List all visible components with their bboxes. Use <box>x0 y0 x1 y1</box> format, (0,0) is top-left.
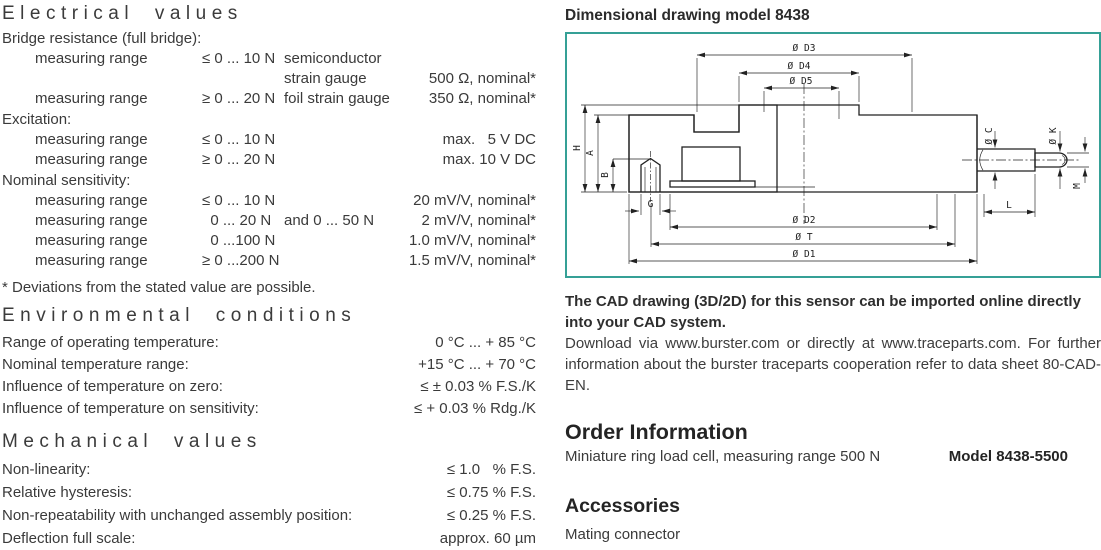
spec-extra <box>284 130 443 150</box>
spec-label: Influence of temperature on sensitivity: <box>2 400 259 417</box>
mechanical-section <box>2 429 536 550</box>
spec-row <box>2 191 536 211</box>
spec-row <box>2 354 536 376</box>
spec-extra: and 0 ... 50 N <box>284 212 375 229</box>
spec-label: Relative hysteresis: <box>2 484 133 501</box>
dim-label-d5: Ø D5 <box>789 76 813 87</box>
spec-extra <box>284 150 443 170</box>
spec-row <box>2 231 536 251</box>
spec-row <box>2 89 536 109</box>
dim-label-d3: Ø D3 <box>792 43 816 54</box>
drawing-column <box>565 4 1101 545</box>
spec-value: +15 °C ... + 70 °C <box>418 356 536 373</box>
spec-range: ≤ 0 ... 10 N <box>202 50 276 67</box>
spec-row <box>2 69 536 89</box>
dimensional-drawing-svg <box>567 34 1099 276</box>
spec-value: max. 5 V DC <box>442 131 536 148</box>
mechanical-heading: Mechanical values <box>2 431 262 452</box>
spec-value: ≤ ± 0.03 % F.S./K <box>420 378 536 395</box>
spec-range: ≥ 0 ... 20 N <box>202 151 276 168</box>
bridge-resistance-label: Bridge resistance (full bridge): <box>2 30 202 47</box>
spec-range: 0 ...100 N <box>202 232 276 249</box>
spec-value: max. 10 V DC <box>442 151 536 168</box>
cad-bold-text: The CAD drawing (3D/2D) for this sensor can be imported online directly into your CAD system. <box>565 293 1081 331</box>
spec-range: 0 ... 20 N <box>202 212 272 229</box>
spec-row <box>2 211 536 231</box>
spec-label: measuring range <box>35 212 148 229</box>
dimensional-drawing-frame <box>565 32 1101 278</box>
spec-label: measuring range <box>35 50 148 67</box>
dim-label-h: H <box>572 145 583 151</box>
deviations-footnote: * Deviations from the stated value are possible. <box>2 279 316 296</box>
spec-label: measuring range <box>35 232 148 249</box>
spec-range: ≥ 0 ...200 N <box>202 252 280 269</box>
spec-label: Non-repeatability with unchanged assembly position: <box>2 507 353 524</box>
dim-label-g: G <box>647 199 654 210</box>
spec-column <box>2 2 536 550</box>
spec-row <box>2 150 536 170</box>
dim-label-k: Ø K <box>1048 127 1059 145</box>
cad-paragraph <box>565 291 1101 396</box>
dim-label-d1: Ø D1 <box>792 249 816 260</box>
spec-row <box>2 376 536 398</box>
spec-value: 500 Ω, nominal* <box>428 70 536 87</box>
drawing-title: Dimensional drawing model 8438 <box>565 7 810 24</box>
spec-row <box>2 504 536 527</box>
spec-label: Non-linearity: <box>2 461 91 478</box>
spec-range <box>202 69 284 89</box>
dim-label-l: L <box>1006 200 1012 211</box>
spec-label: measuring range <box>35 252 148 269</box>
spec-label: Range of operating temperature: <box>2 334 219 351</box>
dim-label-d4: Ø D4 <box>787 61 811 72</box>
spec-value: 2 mV/V, nominal* <box>421 212 536 229</box>
spec-row <box>2 130 536 150</box>
spec-label: Influence of temperature on zero: <box>2 378 223 395</box>
dim-label-d2: Ø D2 <box>792 215 816 226</box>
spec-extra: semiconductor <box>284 50 382 67</box>
spec-value: 0 °C ... + 85 °C <box>435 334 536 351</box>
sensitivity-label: Nominal sensitivity: <box>2 172 131 189</box>
spec-row <box>2 458 536 481</box>
dimension-labels <box>572 43 1083 260</box>
spec-range: ≤ 0 ... 10 N <box>202 131 276 148</box>
spec-value: 1.5 mV/V, nominal* <box>408 252 536 269</box>
spec-row <box>2 251 536 271</box>
environmental-heading: Environmental conditions <box>2 305 357 326</box>
dim-label-a: A <box>585 150 596 156</box>
environmental-section <box>2 303 536 420</box>
order-information-heading: Order Information <box>565 420 748 444</box>
spec-extra <box>284 191 413 211</box>
order-line <box>565 447 1068 467</box>
spec-label <box>35 69 202 89</box>
spec-extra: strain gauge <box>284 70 367 87</box>
spec-extra: foil strain gauge <box>284 90 390 107</box>
excitation-label: Excitation: <box>2 111 72 128</box>
spec-label: measuring range <box>35 192 148 209</box>
dim-label-b: B <box>600 172 611 178</box>
spec-label: Deflection full scale: <box>2 530 136 547</box>
spec-value: 1.0 mV/V, nominal* <box>408 232 536 249</box>
spec-value: approx. 60 µm <box>439 530 536 547</box>
cad-download-text: Download via www.burster.com or directly at www.traceparts.com. For further information about the burster traceparts cooperation refer to data sheet 80-CAD-EN. <box>565 335 1101 394</box>
accessories-heading: Accessories <box>565 495 680 517</box>
spec-extra <box>284 251 409 271</box>
order-model-number: Model 8438-5500 <box>948 448 1068 465</box>
spec-row <box>2 527 536 550</box>
dim-label-m: M <box>1072 183 1083 189</box>
spec-range: ≤ 0 ... 10 N <box>202 192 276 209</box>
dim-label-t: Ø T <box>795 232 813 243</box>
spec-label: measuring range <box>35 131 148 148</box>
spec-row <box>2 398 536 420</box>
spec-value: ≤ + 0.03 % Rdg./K <box>413 400 536 417</box>
spec-value: ≤ 0.25 % F.S. <box>446 507 536 524</box>
order-description: Miniature ring load cell, measuring range 500 N <box>565 448 881 465</box>
spec-row <box>2 481 536 504</box>
dimension-lines <box>581 55 1089 264</box>
spec-label: measuring range <box>35 90 148 107</box>
accessories-item: Mating connector <box>565 526 681 543</box>
electrical-heading: Electrical values <box>2 3 243 24</box>
spec-value: ≤ 1.0 % F.S. <box>446 461 536 478</box>
spec-extra <box>284 231 409 251</box>
spec-value: ≤ 0.75 % F.S. <box>446 484 536 501</box>
spec-row <box>2 49 536 69</box>
spec-value: 350 Ω, nominal* <box>428 90 536 107</box>
spec-label: measuring range <box>35 151 148 168</box>
spec-row <box>2 332 536 354</box>
dim-label-c: Ø C <box>984 127 995 145</box>
spec-value: 20 mV/V, nominal* <box>413 192 536 209</box>
spec-range: ≥ 0 ... 20 N <box>202 90 276 107</box>
spec-label: Nominal temperature range: <box>2 356 189 373</box>
